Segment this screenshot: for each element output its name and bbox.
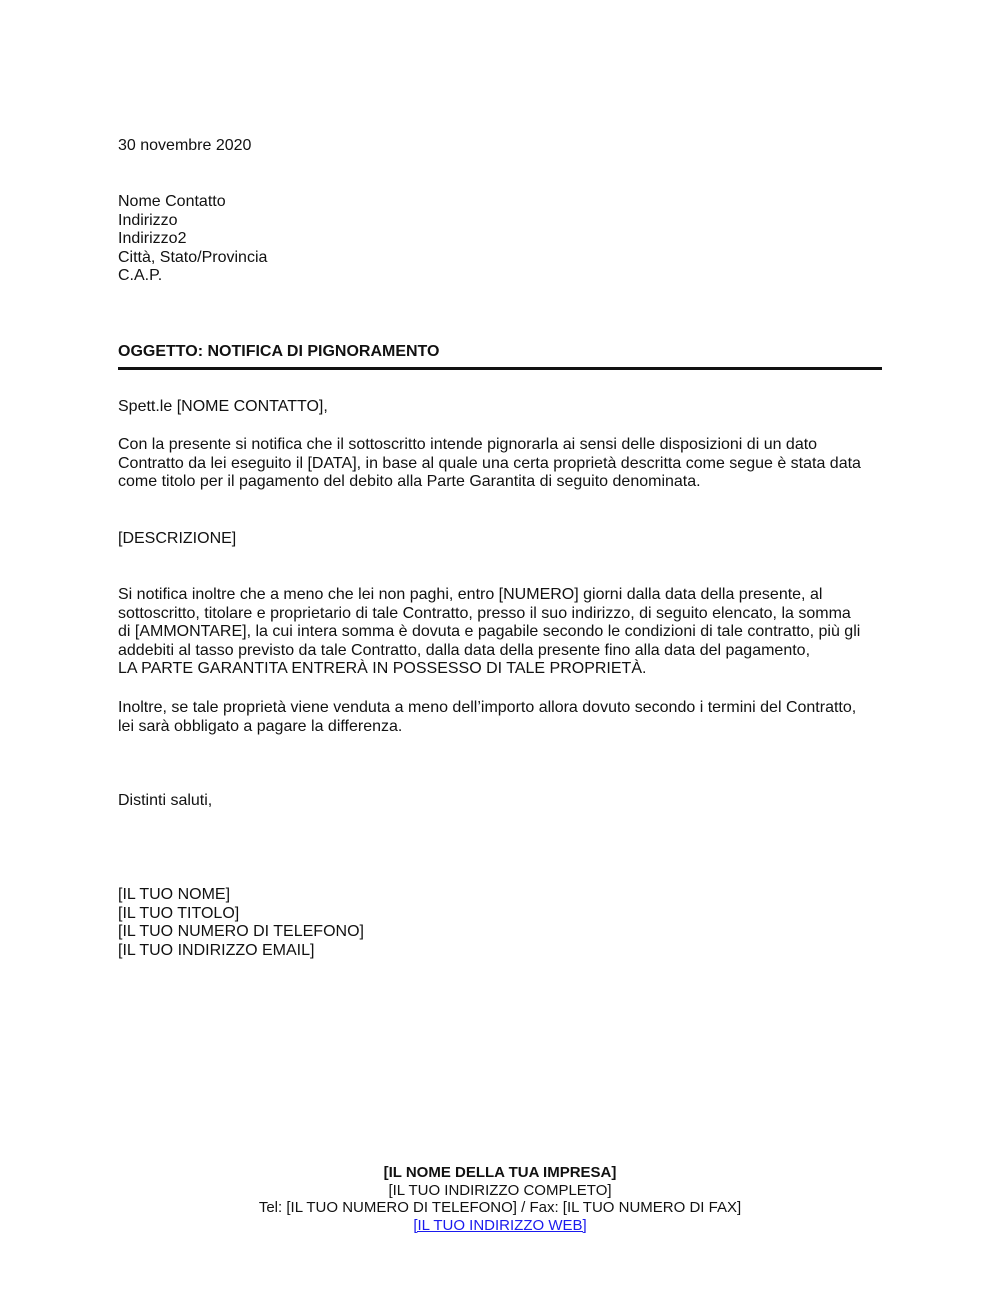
footer-company-name: [IL NOME DELLA TUA IMPRESA] [383,1164,617,1181]
footer-address: [IL TUO INDIRIZZO COMPLETO] [388,1181,612,1199]
footer-website-link[interactable]: [IL TUO INDIRIZZO WEB] [413,1216,587,1234]
body-paragraph-2 [118,586,860,679]
salutation: Spett.le [NOME CONTATTO], [118,398,328,415]
subject-divider [118,367,882,370]
recipient-city-state: Città, Stato/Provincia [118,248,268,266]
subject-heading: OGGETTO: NOTIFICA DI PIGNORAMENTO [118,343,440,360]
company-footer [0,1164,1000,1234]
recipient-name: Nome Contatto [118,193,226,210]
footer-contact: Tel: [IL TUO NUMERO DI TELEFONO] / Fax: [IL TUO NUMERO DI FAX] [258,1199,742,1216]
paragraph-line: di [AMMONTARE], la cui intera somma è dovuta e pagabile secondo le condizioni di tale contratto, più gli [118,623,861,640]
recipient-address [118,193,267,286]
description-placeholder: [DESCRIZIONE] [118,530,237,547]
body-paragraph-1 [118,436,861,492]
closing: Distinti saluti, [118,792,213,809]
paragraph-line: sottoscritto, titolare e proprietario di tale Contratto, presso il suo indirizzo, di seguito elencato, la somma [118,604,851,622]
paragraph-line: LA PARTE GARANTITA ENTRERÀ IN POSSESSO DI TALE PROPRIETÀ. [118,660,647,677]
signature-name: [IL TUO NOME] [118,886,231,903]
paragraph-line: Inoltre, se tale proprietà viene venduta a meno dell’importo allora dovuto secondo i termini del Contratto, [118,699,857,716]
signature-phone: [IL TUO NUMERO DI TELEFONO] [118,923,364,940]
paragraph-line: addebiti al tasso previsto da tale Contratto, dalla data della presente fino alla data del pagamento, [118,641,811,659]
paragraph-line: come titolo per il pagamento del debito alla Parte Garantita di seguito denominata. [118,473,701,490]
body-paragraph-3 [118,699,856,736]
paragraph-line: lei sarà obbligato a pagare la differenza. [118,717,403,735]
recipient-postal-code: C.A.P. [118,267,163,284]
signature-block [118,886,364,960]
recipient-address-line-2: Indirizzo2 [118,230,187,247]
paragraph-line: Contratto da lei eseguito il [DATA], in base al quale una certa proprietà descritta come segue è stata data [118,454,861,472]
paragraph-line: Si notifica inoltre che a meno che lei non paghi, entro [NUMERO] giorni dalla data della presente, al [118,586,823,603]
letter-date: 30 novembre 2020 [118,137,252,154]
paragraph-line: Con la presente si notifica che il sottoscritto intende pignorarla ai sensi delle disposizioni di un dato [118,436,818,453]
signature-title: [IL TUO TITOLO] [118,904,240,922]
signature-email: [IL TUO INDIRIZZO EMAIL] [118,941,315,959]
recipient-address-line-1: Indirizzo [118,211,178,229]
